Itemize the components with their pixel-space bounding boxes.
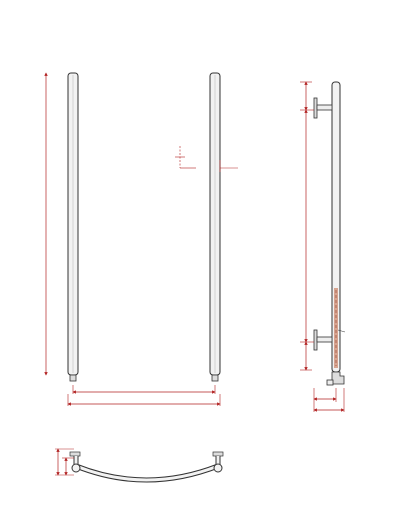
bottom-elbow [332, 372, 344, 384]
front-view [0, 0, 238, 406]
bottom-wall-bracket [314, 330, 317, 350]
top-wall-bracket [314, 98, 317, 118]
top-view-rung-outline [76, 456, 218, 480]
top-view [55, 449, 223, 480]
